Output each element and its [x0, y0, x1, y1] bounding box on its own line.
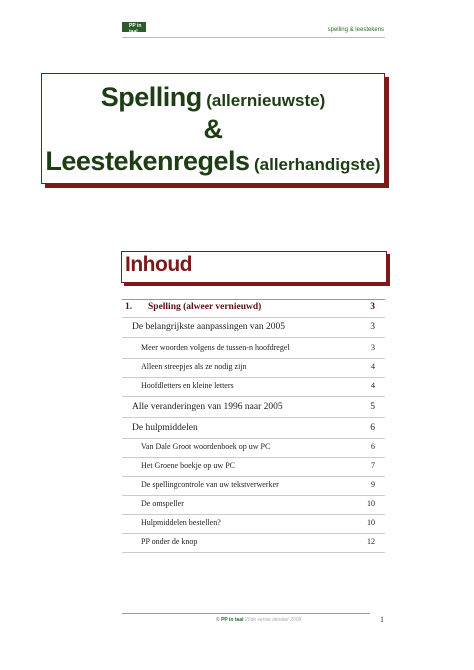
header-title: spelling & leestekens [327, 27, 384, 33]
toc-entry-label: PP onder de knop [141, 537, 198, 546]
title-leestekenregels: Leestekenregels [45, 146, 250, 176]
toc-entry[interactable] [122, 535, 385, 553]
toc-entry[interactable] [122, 320, 385, 338]
toc-row-divider [122, 358, 385, 359]
toc-heading-box [121, 251, 387, 283]
toc-row-divider [122, 514, 385, 515]
toc-row-divider [122, 377, 385, 378]
toc-entry-label: Meer woorden volgens de tussen-n hoofdregel [141, 343, 290, 352]
footer-version: 20de versie oktober 2006 [244, 617, 302, 623]
toc-row-divider [122, 396, 385, 397]
toc-entry-label: Het Groene boekje op uw PC [141, 461, 235, 470]
toc-entry-page: 12 [367, 537, 375, 546]
footer-divider [122, 613, 370, 614]
toc-entry-label: Hulpmiddelen bestellen? [141, 518, 221, 527]
toc-entry[interactable] [122, 341, 385, 359]
toc-entry-page: 5 [370, 402, 375, 412]
copyright-symbol: © [216, 617, 220, 623]
footer-brand: PP in taal [221, 617, 244, 623]
toc-row-divider [122, 533, 385, 534]
title-spelling-sub: (allernieuwste) [206, 91, 326, 110]
toc-entry-page: 7 [371, 461, 375, 470]
toc-entry-page: 10 [367, 499, 375, 508]
toc-entry-page: 4 [371, 362, 375, 371]
toc-entry-label: Hoofdletters en kleine letters [141, 381, 234, 390]
toc-entry-page: 9 [371, 480, 375, 489]
logo [122, 22, 146, 35]
toc-entry-label: De hulpmiddelen [132, 423, 198, 433]
toc-entry[interactable] [122, 300, 385, 318]
toc-entry-page: 3 [371, 343, 375, 352]
toc-entry[interactable] [122, 497, 385, 515]
toc-entry-label: De belangrijkste aanpassingen van 2005 [132, 322, 286, 332]
toc-heading: Inhoud [125, 253, 192, 276]
toc-entry[interactable] [122, 379, 385, 397]
toc-row-divider [122, 552, 385, 553]
toc-entry-label: Alle veranderingen van 1996 naar 2005 [132, 402, 283, 412]
toc-entry-label: De omspeller [141, 499, 184, 508]
toc-entry-label: Alleen streepjes als ze nodig zijn [141, 362, 247, 371]
title-ampersand: & [203, 114, 223, 144]
toc-row-divider [122, 457, 385, 458]
toc-entry[interactable] [122, 478, 385, 496]
toc-entry[interactable] [122, 459, 385, 477]
header-divider [122, 37, 385, 38]
title-leestekenregels-sub: (allerhandigste) [253, 155, 381, 174]
toc-entry-page: 3 [370, 302, 375, 312]
toc-entry[interactable] [122, 360, 385, 378]
title-box [41, 73, 385, 184]
toc-entry-page: 6 [370, 423, 375, 433]
toc-row-divider [122, 438, 385, 439]
page-number: 1 [380, 615, 384, 624]
toc-entry-label: De spellingcontrole van uw tekstverwerker [141, 480, 279, 489]
title-spelling: Spelling [100, 82, 202, 112]
logo-text: PP in taal [129, 23, 142, 35]
toc-entry-label: Spelling (alweer vernieuwd) [148, 302, 262, 312]
toc-row-divider [122, 417, 385, 418]
toc-entry[interactable] [122, 440, 385, 458]
toc-entry-page: 10 [367, 518, 375, 527]
toc-entry-page: 4 [371, 381, 375, 390]
toc-entry[interactable] [122, 400, 385, 418]
toc-row-divider [122, 495, 385, 496]
toc-row-divider [122, 317, 385, 318]
title-line-3 [42, 146, 384, 177]
toc-row-divider [122, 337, 385, 338]
toc-entry-number: 1. [125, 302, 133, 312]
toc-entry[interactable] [122, 421, 385, 439]
toc-entry-page: 6 [371, 442, 375, 451]
toc-entry[interactable] [122, 516, 385, 534]
toc-entry-label: Van Dale Groot woordenboek op uw PC [141, 442, 271, 451]
title-line-1 [42, 82, 384, 113]
toc-row-divider [122, 476, 385, 477]
footer-credit [216, 617, 301, 623]
toc-entry-page: 3 [370, 322, 375, 332]
